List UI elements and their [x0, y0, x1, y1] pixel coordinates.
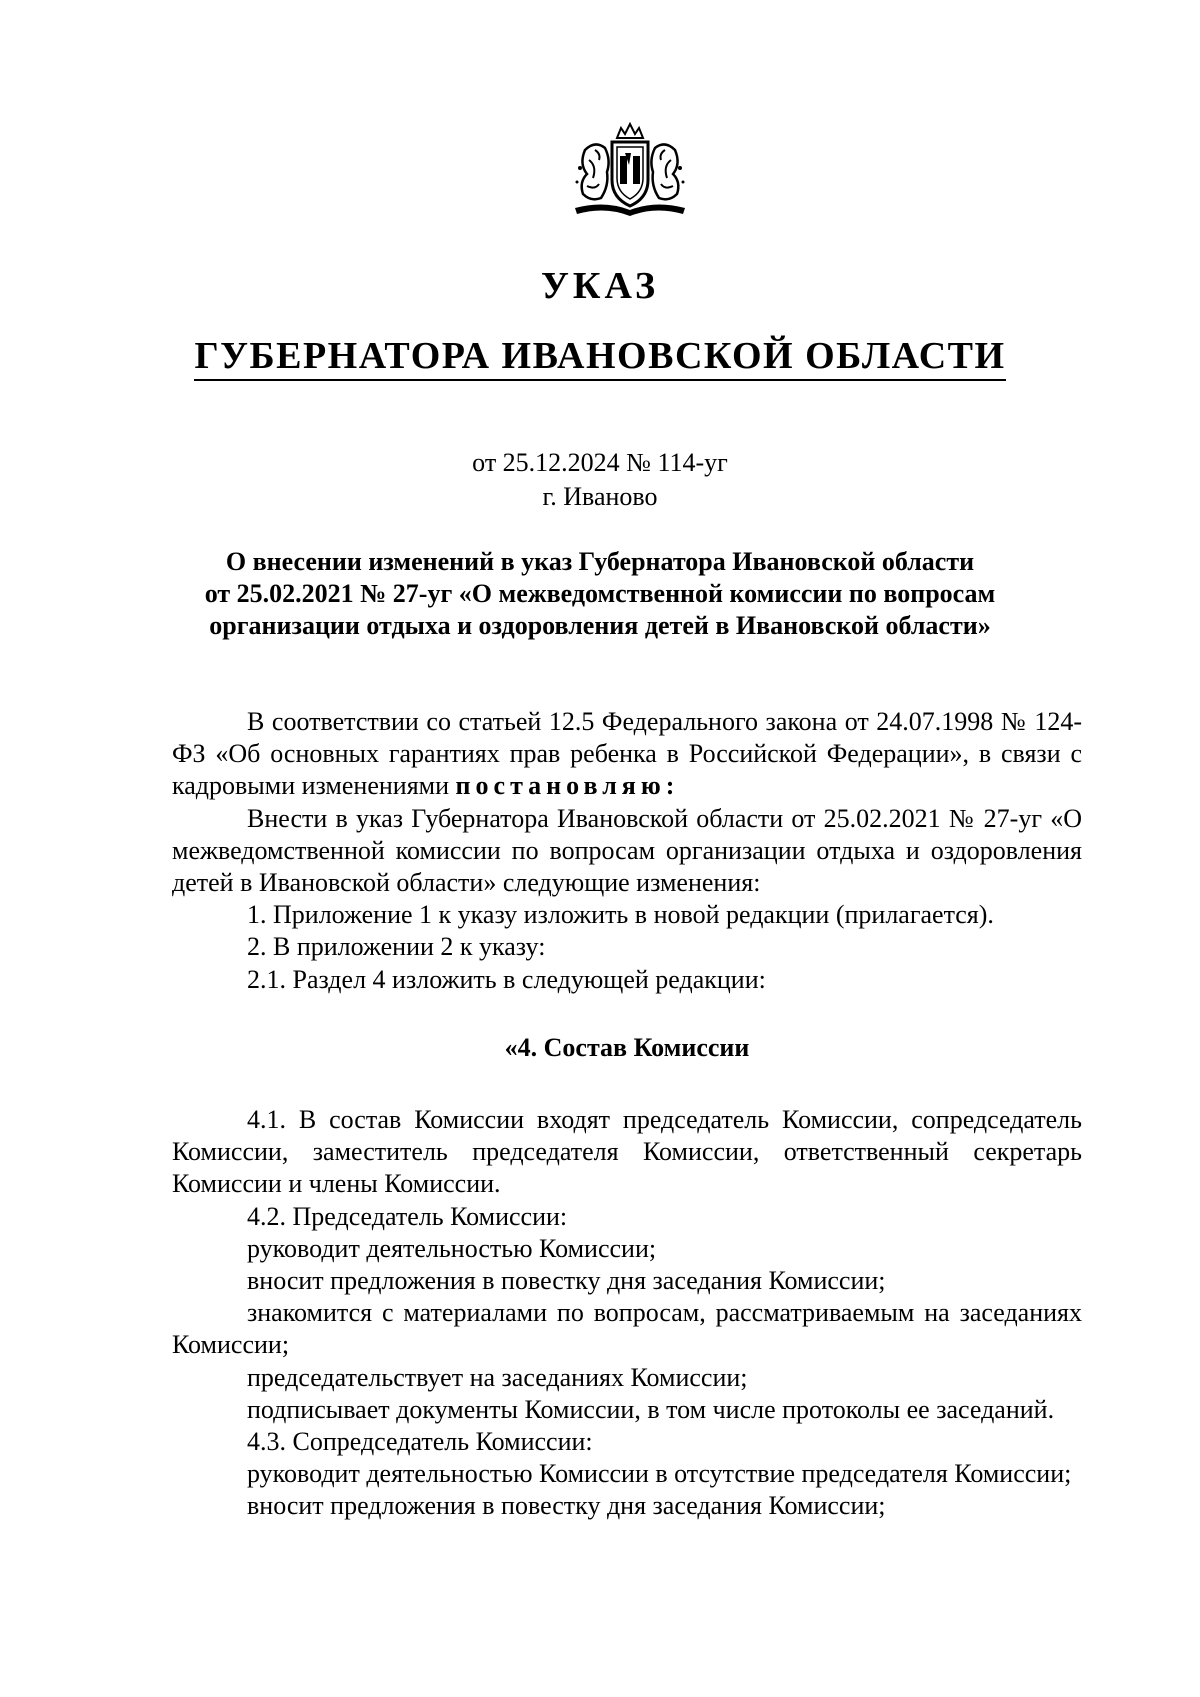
clause-4-3: 4.3. Сопредседатель Комиссии:	[247, 1427, 593, 1457]
document-type-title: УКАЗ	[541, 265, 659, 307]
clause-4-2-a: руководит деятельностью Комиссии;	[247, 1233, 657, 1263]
clause-4-1: 4.1. В состав Комиссии входят председатель Комиссии, сопредседатель Комиссии, заместитель председателя Комиссии, ответственный секретарь Комиссии и члены Комиссии.	[172, 1105, 1082, 1199]
clause-4-2: 4.2. Председатель Комиссии:	[247, 1201, 568, 1231]
issuer-title	[0, 334, 1200, 378]
item-2-1: 2.1. Раздел 4 изложить в следующей редакции:	[247, 964, 766, 994]
subject-line-2: от 25.02.2021 № 27-уг «О межведомственной комиссии по вопросам	[204, 579, 996, 608]
section-4-title: «4. Состав Комиссии	[504, 1032, 750, 1062]
clause-4-2-e: подписывает документы Комиссии, в том числе протоколы ее заседаний.	[247, 1394, 1055, 1424]
clause-4-3-a: руководит деятельностью Комиссии в отсутствие председателя Комиссии;	[247, 1459, 1072, 1489]
item-2: 2. В приложении 2 к указу:	[247, 932, 546, 962]
subject-line-1: О внесении изменений в указ Губернатора Ивановской области	[225, 547, 975, 576]
coat-of-arms-icon	[565, 120, 695, 220]
subject-line-3: организации отдыха и оздоровления детей в Ивановской области»	[209, 611, 991, 640]
decree-subject	[160, 546, 1040, 642]
item-1: 1. Приложение 1 к указу изложить в новой редакции (прилагается).	[247, 900, 994, 930]
clause-4-2-d: председательствует на заседаниях Комиссии;	[247, 1362, 748, 1392]
decree-body	[172, 706, 1082, 1523]
amend-paragraph: Внести в указ Губернатора Ивановской области от 25.02.2021 № 27-уг «О межведомственной комиссии по вопросам организации отдыха и оздоровления детей в Ивановской области» следующие изменения:	[172, 803, 1082, 898]
intro-text: В соответствии со статьей 12.5 Федерального закона от 24.07.1998 № 124-ФЗ «Об основных гарантиях прав ребенка в Российской Федерации», в связи с кадровыми изменениями	[172, 707, 1082, 801]
intro-paragraph	[172, 706, 1082, 803]
issuer-title-text: ГУБЕРНАТОРА ИВАНОВСКОЙ ОБЛАСТИ	[194, 335, 1005, 381]
decree-city: г. Иваново	[542, 482, 658, 511]
decree-word: постановляю:	[455, 771, 680, 801]
decree-date-number: от 25.12.2024 № 114-уг	[472, 448, 728, 477]
clause-4-2-c: знакомится с материалами по вопросам, рассматриваемым на заседаниях Комиссии;	[172, 1298, 1082, 1360]
clause-4-2-b: вносит предложения в повестку дня заседания Комиссии;	[247, 1266, 886, 1296]
clause-4-3-b: вносит предложения в повестку дня заседания Комиссии;	[247, 1491, 886, 1521]
